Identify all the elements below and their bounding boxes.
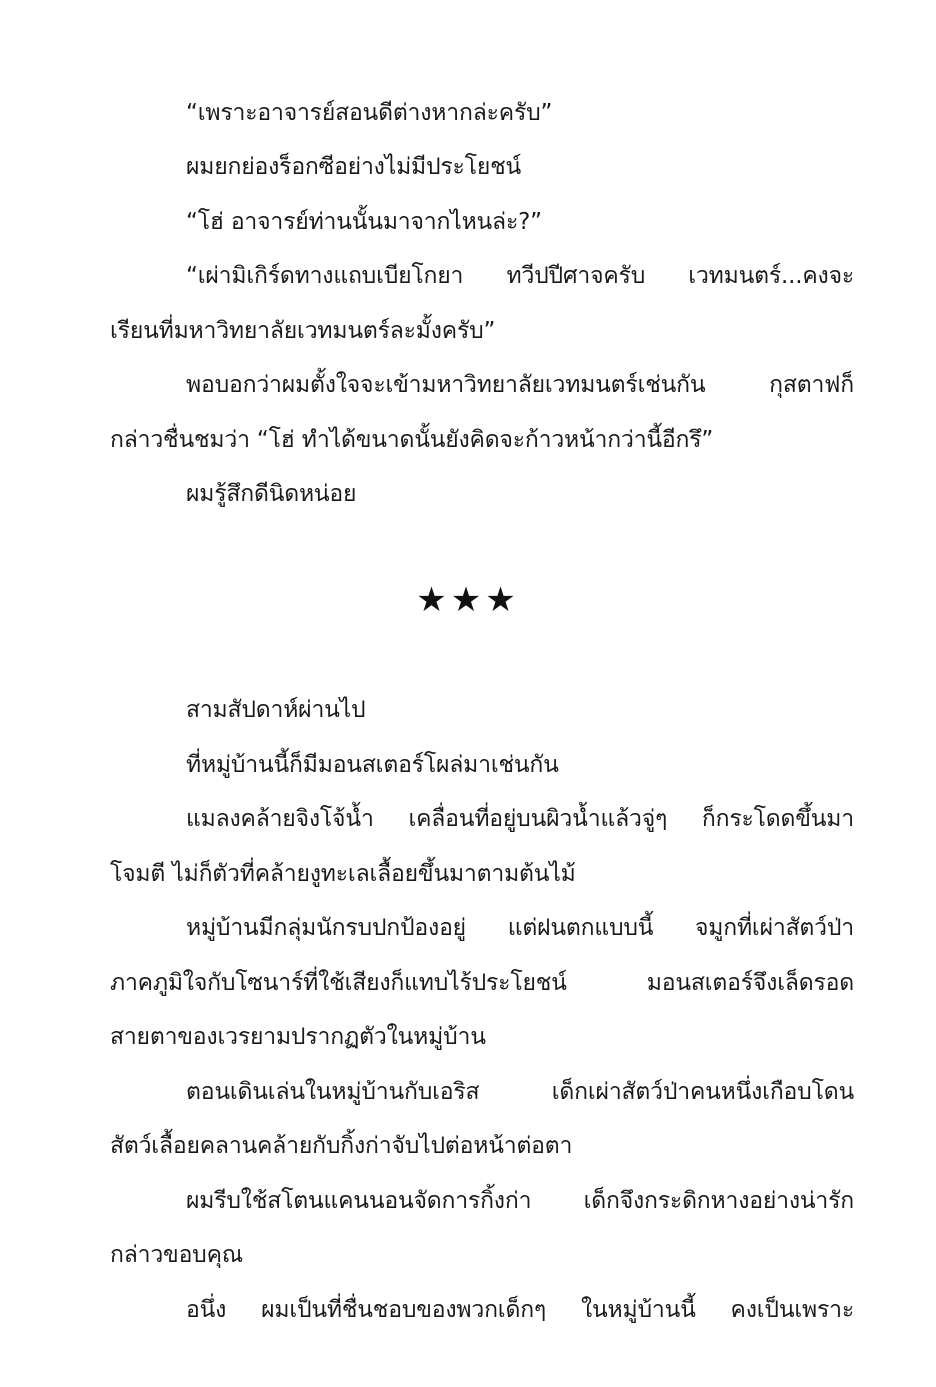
text-line: หมู่บ้านมีกลุ่มนักรบปกป้องอยู่ แต่ฝนตกแบบนี้ จมูกที่เผ่าสัตว์ป่า	[186, 915, 854, 941]
text-line: “เผ่ามิเกิร์ดทางแถบเบียโกยา ทวีปปีศาจครับ เวทมนตร์...คงจะ	[186, 263, 854, 289]
text-line: แมลงคล้ายจิงโจ้น้ำ เคลื่อนที่อยู่บนผิวน้ำแล้วจู่ๆ ก็กระโดดขึ้นมา	[186, 806, 854, 832]
text-line: กล่าวขอบคุณ	[110, 1242, 243, 1268]
text-line: “โฮ่ อาจารย์ท่านนั้นมาจากไหนล่ะ?”	[186, 209, 542, 235]
text-line: สัตว์เลื้อยคลานคล้ายกับกิ้งก่าจับไปต่อหน้าต่อตา	[110, 1133, 573, 1159]
text-line: สามสัปดาห์ผ่านไป	[186, 697, 366, 723]
text-line: โจมตี ไม่ก็ตัวที่คล้ายงูทะเลเลื้อยขึ้นมาตามต้นไม้	[110, 861, 576, 887]
text-line: เรียนที่มหาวิทยาลัยเวทมนตร์ละมั้งครับ”	[110, 318, 496, 344]
text-line: ตอนเดินเล่นในหมู่บ้านกับเอริส เด็กเผ่าสัตว์ป่าคนหนึ่งเกือบโดน	[186, 1079, 854, 1105]
text-line: ผมรีบใช้สโตนแคนนอนจัดการกิ้งก่า เด็กจึงกระดิกหางอย่างน่ารัก	[186, 1188, 854, 1214]
section-divider-stars: ★★★	[416, 580, 520, 620]
text-line: ผมรู้สึกดีนิดหน่อย	[186, 481, 357, 507]
text-line: อนึ่ง ผมเป็นที่ชื่นชอบของพวกเด็กๆ ในหมู่บ้านนี้ คงเป็นเพราะ	[186, 1297, 854, 1323]
text-line: ผมยกย่องร็อกซีอย่างไม่มีประโยชน์	[186, 154, 522, 180]
text-line: ภาคภูมิใจกับโซนาร์ที่ใช้เสียงก็แทบไร้ประโยชน์ มอนสเตอร์จึงเล็ดรอด	[110, 970, 854, 996]
text-line: “เพราะอาจารย์สอนดีต่างหากล่ะครับ”	[186, 100, 553, 126]
text-line: กล่าวชื่นชมว่า “โฮ่ ทำได้ขนาดนั้นยังคิดจะก้าวหน้ากว่านี้อีกรึ”	[110, 427, 714, 453]
text-line: ที่หมู่บ้านนี้ก็มีมอนสเตอร์โผล่มาเช่นกัน	[186, 752, 559, 778]
text-line: สายตาของเวรยามปรากฏตัวในหมู่บ้าน	[110, 1024, 486, 1050]
text-line: พอบอกว่าผมตั้งใจจะเข้ามหาวิทยาลัยเวทมนตร์เช่นกัน กุสตาฟก็	[186, 372, 854, 398]
